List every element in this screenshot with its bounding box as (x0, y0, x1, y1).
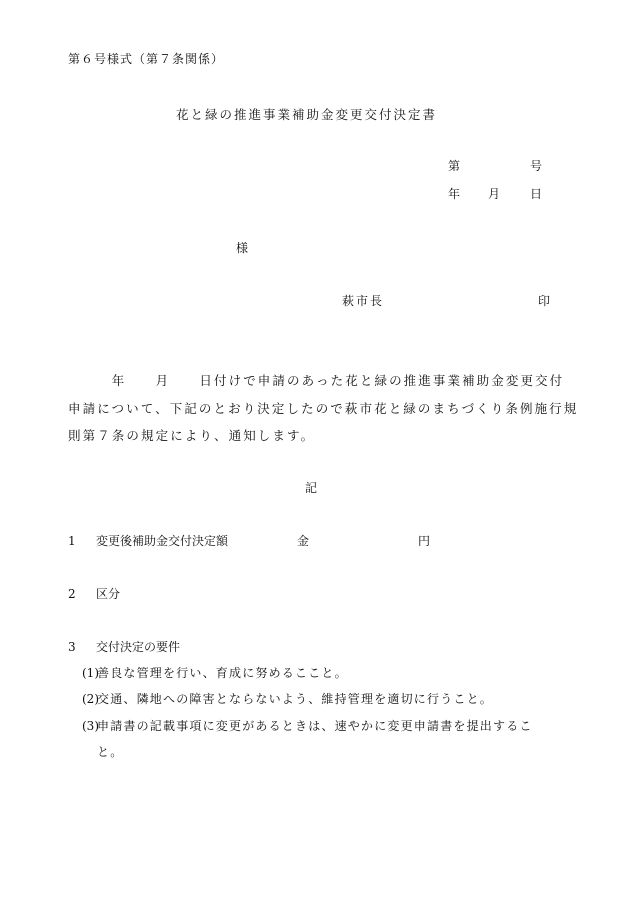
item-number: 1 (68, 534, 76, 548)
date-day: 日 (530, 187, 543, 201)
item-category (68, 588, 120, 600)
requirement-item (82, 693, 493, 705)
requirement-number: (1) (82, 666, 99, 680)
requirement-text: 交通、隣地への障害とならないよう、維持管理を適切に行うこと。 (97, 692, 494, 706)
body-text-line: 申請について、下記のとおり決定したので萩市花と緑のまちづくり条例施行規 (68, 401, 579, 416)
requirement-number: (2) (82, 692, 99, 706)
body-text-line: 則第７条の規定により、通知します。 (68, 428, 316, 443)
date-year: 年 (448, 187, 461, 201)
item-number: 3 (68, 640, 76, 654)
amount-prefix: 金 (297, 534, 310, 548)
item-label: 変更後補助金交付決定額 (96, 534, 229, 548)
amount-suffix: 円 (418, 534, 431, 548)
item-number: 2 (68, 587, 76, 601)
requirement-number: (3) (82, 719, 99, 733)
item-requirements (68, 641, 180, 653)
item-label: 交付決定の要件 (96, 640, 181, 654)
number-prefix: 第 (448, 159, 461, 173)
seal-mark: 印 (538, 294, 551, 308)
body-text-line: 年 月 日付けで申請のあった花と緑の推進事業補助金変更交付 (68, 373, 565, 388)
issuer: 萩市長 (342, 294, 385, 308)
item-label: 区分 (96, 587, 121, 601)
requirement-text: 申請書の記載事項に変更があるときは、速やかに変更申請書を提出するこ (97, 719, 533, 733)
addressee-suffix: 様 (236, 241, 249, 255)
date-month: 月 (488, 187, 501, 201)
ki-heading: 記 (305, 481, 318, 495)
form-label: 第６号様式（第７条関係） (68, 52, 225, 66)
item-grant-amount (68, 534, 431, 548)
requirement-item (82, 667, 348, 679)
requirement-continuation: と。 (97, 745, 124, 759)
document-title: 花と緑の推進事業補助金変更交付決定書 (176, 107, 438, 122)
number-suffix: 号 (530, 159, 543, 173)
requirement-item (82, 720, 533, 732)
requirement-text: 善良な管理を行い、育成に努めるここと。 (97, 666, 348, 680)
